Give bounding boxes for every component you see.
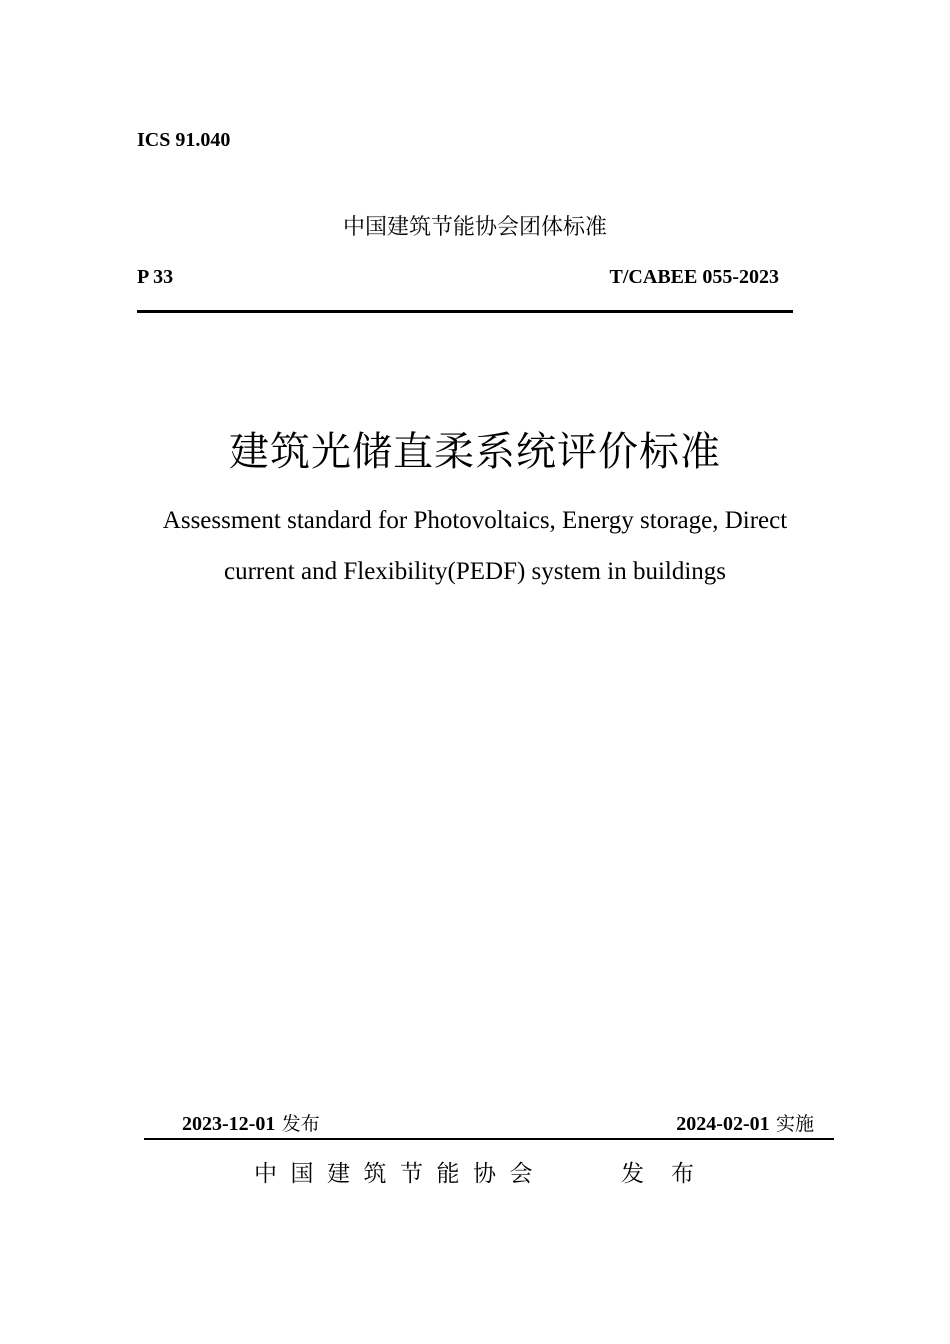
standard-number: T/CABEE 055-2023 [609, 266, 779, 288]
organization-standard-label: 中国建筑节能协会团体标准 [342, 215, 607, 240]
ics-code: ICS 91.040 [137, 129, 231, 151]
english-title-line-2: current and Flexibility(PEDF) system in buildings [223, 558, 727, 585]
english-title-line-1: Assessment standard for Photovoltaics, Energy storage, Direct [162, 507, 788, 534]
chinese-title: 建筑光储直柔系统评价标准 [229, 429, 721, 475]
header-divider [137, 310, 793, 313]
implementation-date-block [676, 1110, 814, 1137]
classification-code: P 33 [137, 266, 174, 288]
issue-date: 2023-12-01 [182, 1113, 276, 1135]
issue-label: 发布 [281, 1113, 320, 1135]
publish-label: 发布 [621, 1161, 721, 1187]
footer-divider [144, 1138, 834, 1140]
publisher-name: 中国建筑节能协会 [254, 1161, 546, 1187]
issue-date-block [182, 1110, 320, 1137]
implementation-label: 实施 [775, 1113, 814, 1135]
implementation-date: 2024-02-01 [676, 1113, 770, 1135]
